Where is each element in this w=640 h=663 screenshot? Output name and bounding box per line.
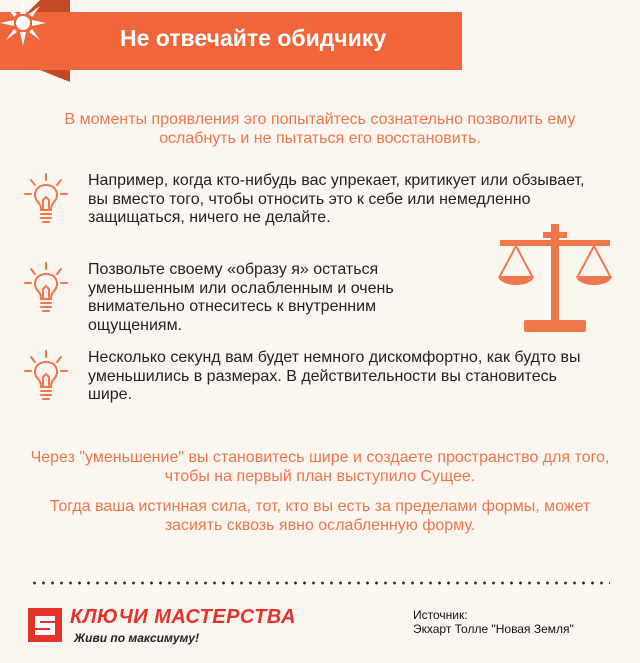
brand-name: КЛЮЧИ МАСТЕРСТВА bbox=[70, 606, 296, 628]
lightbulb-icon bbox=[22, 172, 74, 228]
outro-text: Через "уменьшение" вы становитесь шире и создаете пространство для того, чтобы на первый план выступило Сущее. bbox=[30, 449, 610, 485]
brand-logo bbox=[28, 608, 62, 642]
outro-text: Тогда ваша истинная сила, тот, кто вы есть за пределами формы, может засиять сквозь явно ослабленную форму. bbox=[49, 498, 591, 534]
title-ribbon bbox=[0, 0, 462, 82]
scales-icon bbox=[494, 224, 616, 334]
tip-item bbox=[22, 172, 588, 228]
lightbulb-icon bbox=[22, 349, 74, 405]
source-value: Экхарт Толле "Новая Земля" bbox=[413, 622, 574, 636]
brand-slogan: Живи по максимуму! bbox=[74, 631, 200, 645]
tip-text: Например, когда кто-нибудь вас упрекает, критикует или обзывает, вы вместо того, чтобы относить это к себе или немедленно защищаться, ничего не делайте. bbox=[88, 172, 585, 226]
tip-text: Позвольте своему «образу я» остаться уменьшенным или ослабленным и очень внимательно отнеситесь к внутренним ощущениям. bbox=[88, 261, 394, 334]
intro-text: В моменты проявления эго попытайтесь сознательно позволить ему ослабнуть и не пытаться его восстановить. bbox=[64, 111, 576, 147]
tip-item bbox=[22, 349, 598, 405]
dotted-divider bbox=[30, 581, 610, 585]
sun-icon bbox=[0, 0, 46, 46]
lightbulb-icon bbox=[22, 261, 74, 317]
source-label: Источник: bbox=[413, 608, 468, 622]
tip-item bbox=[22, 261, 428, 335]
source-block bbox=[413, 608, 574, 636]
tip-text: Несколько секунд вам будет немного дискомфортно, как будто вы уменьшились в размерах. В действительности вы становитесь шире. bbox=[88, 349, 581, 403]
page-title: Не отвечайте обидчику bbox=[120, 25, 387, 51]
